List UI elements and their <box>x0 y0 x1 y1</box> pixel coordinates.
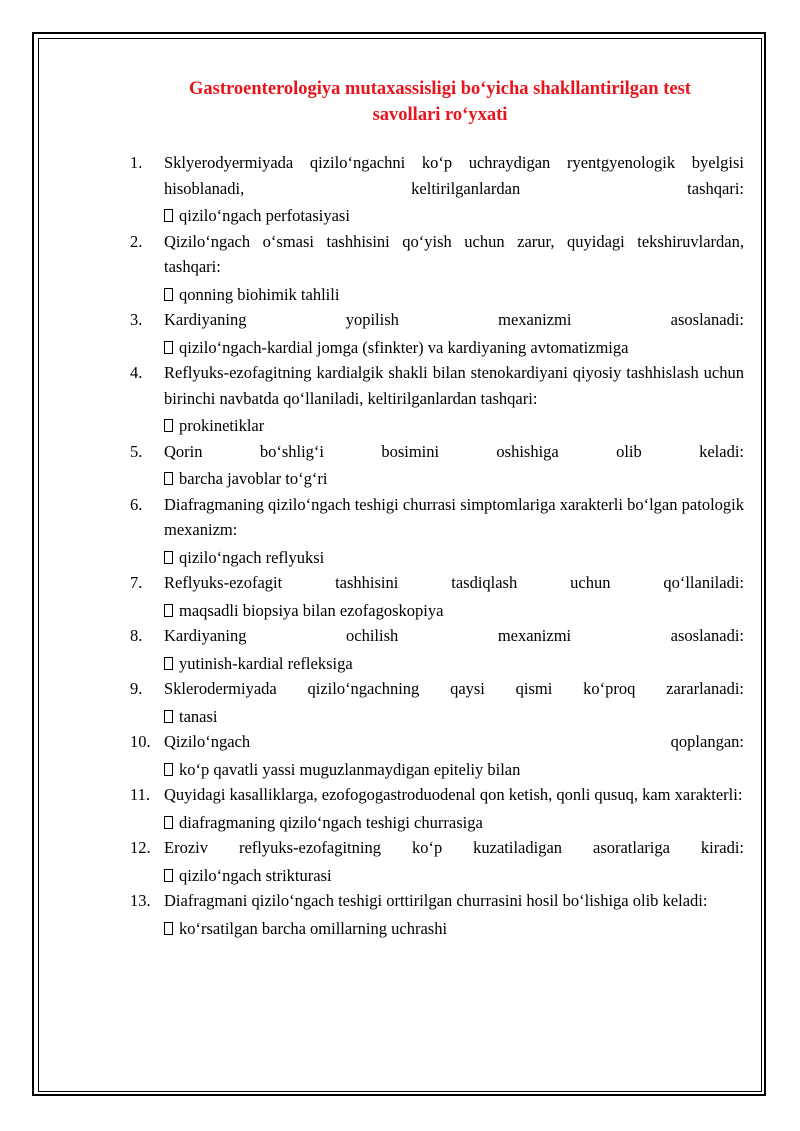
question-number: 2. <box>130 231 143 251</box>
question-number: 7. <box>130 573 143 592</box>
question-number: 8. <box>130 626 143 645</box>
answer-text: barcha javoblar to‘g‘ri <box>179 469 328 488</box>
question-text: Reflyuks-ezofagitning kardialgik shakli bilan stenokardiyani qiyosiy tashhislash uchun birinchi navbatda qo‘llaniladi, keltirilganlardan tashqari: <box>164 363 744 408</box>
answer-line <box>164 702 744 730</box>
question-text: Sklerodermiyada qizilo‘ngachning qaysi qismi ko‘proq zararlanadi: <box>164 679 744 698</box>
question-text: Sklyerodyermiyada qizilo‘ngachni ko‘p uchraydigan ryentgyenologik byelgisi hisoblanadi, keltirilganlardan tashqari: <box>164 153 744 198</box>
empty-box-icon <box>164 341 173 354</box>
question-item <box>130 439 744 492</box>
empty-box-icon <box>164 551 173 564</box>
document-title-line-2: savollari ro‘yxati <box>372 105 508 125</box>
question-number: 1. <box>130 153 143 172</box>
question-item <box>130 360 744 439</box>
answer-text: qizilo‘ngach reflyuksi <box>179 547 325 567</box>
question-number: 13. <box>130 891 151 910</box>
answer-line <box>164 333 744 361</box>
empty-box-icon <box>164 604 173 617</box>
answer-text: prokinetiklar <box>179 416 265 435</box>
empty-box-icon <box>164 209 173 222</box>
answer-line <box>164 861 744 889</box>
question-number: 6. <box>130 494 143 514</box>
answer-line <box>164 914 744 942</box>
question-text: Quyidagi kasalliklarga, ezofogogastroduodenal qon ketish, qonli qusuq, kam xarakterli: <box>164 785 743 804</box>
answer-text: diafragmaning qizilo‘ngach teshigi churrasiga <box>179 812 483 832</box>
question-item <box>130 570 744 623</box>
empty-box-icon <box>164 288 173 301</box>
empty-box-icon <box>164 869 173 882</box>
answer-line <box>164 755 744 783</box>
document-title-line-1: Gastroenterologiya mutaxassisligi bo‘yicha shakllantirilgan test <box>189 79 691 99</box>
question-item <box>130 307 744 360</box>
answer-text: qizilo‘ngach-kardial jomga (sfinkter) va kardiyaning avtomatizmiga <box>179 337 629 357</box>
question-item <box>130 782 744 835</box>
question-text: Diafragmani qizilo‘ngach teshigi orttirilgan churrasini hosil bo‘lishiga olib keladi: <box>164 891 708 910</box>
answer-text: ko‘rsatilgan barcha omillarning uchrashi <box>179 918 448 938</box>
question-text: Kardiyaning yopilish mexanizmi asoslanadi: <box>164 310 744 329</box>
answer-text: ko‘p qavatli yassi muguzlanmaydigan epiteliy bilan <box>179 759 521 779</box>
answer-line <box>164 464 744 492</box>
question-text: Reflyuks-ezofagit tashhisini tasdiqlash uchun qo‘llaniladi: <box>164 573 744 592</box>
empty-box-icon <box>164 472 173 485</box>
question-number: 4. <box>130 363 143 382</box>
empty-box-icon <box>164 657 173 670</box>
question-item <box>130 492 744 571</box>
empty-box-icon <box>164 816 173 829</box>
answer-text: maqsadli biopsiya bilan ezofagoskopiya <box>179 600 444 620</box>
question-number: 10. <box>130 732 151 751</box>
answer-text: qonning biohimik tahlili <box>179 284 340 304</box>
question-text: Qorin bo‘shlig‘i bosimini oshishiga olib keladi: <box>164 441 744 461</box>
answer-line <box>164 411 744 439</box>
empty-box-icon <box>164 763 173 776</box>
answer-line <box>164 201 744 229</box>
answer-text: yutinish-kardial refleksiga <box>179 653 353 673</box>
answer-line <box>164 280 744 308</box>
question-item <box>130 676 744 729</box>
question-text: Eroziv reflyuks-ezofagitning ko‘p kuzatiladigan asoratlariga kiradi: <box>164 838 744 857</box>
answer-line <box>164 808 744 836</box>
answer-text: tanasi <box>179 706 218 726</box>
answer-line <box>164 543 744 571</box>
question-text: Kardiyaning ochilish mexanizmi asoslanadi: <box>164 626 744 645</box>
question-number: 3. <box>130 310 143 329</box>
question-item <box>130 729 744 782</box>
question-number: 9. <box>130 679 143 698</box>
empty-box-icon <box>164 710 173 723</box>
empty-box-icon <box>164 419 173 432</box>
question-item <box>130 888 744 941</box>
question-item <box>130 835 744 888</box>
question-number: 12. <box>130 838 151 857</box>
question-item <box>130 229 744 308</box>
empty-box-icon <box>164 922 173 935</box>
answer-line <box>164 649 744 677</box>
question-text: Diafragmaning qizilo‘ngach teshigi churrasi simptomlariga xarakterli bo‘lgan patologik mexanizm: <box>164 494 744 539</box>
question-number: 11. <box>130 785 151 804</box>
question-item <box>130 623 744 676</box>
question-text: Qizilo‘ngach o‘smasi tashhisini qo‘yish uchun zarur, quyidagi tekshiruvlardan, tashqari: <box>164 231 744 276</box>
answer-text: qizilo‘ngach perfotasiyasi <box>179 206 350 225</box>
answer-text: qizilo‘ngach strikturasi <box>179 865 332 885</box>
question-number: 5. <box>130 441 143 461</box>
question-list <box>130 150 744 941</box>
question-text: Qizilo‘ngach qoplangan: <box>164 732 744 751</box>
document-title <box>140 76 740 128</box>
answer-line <box>164 596 744 624</box>
question-item <box>130 150 744 229</box>
